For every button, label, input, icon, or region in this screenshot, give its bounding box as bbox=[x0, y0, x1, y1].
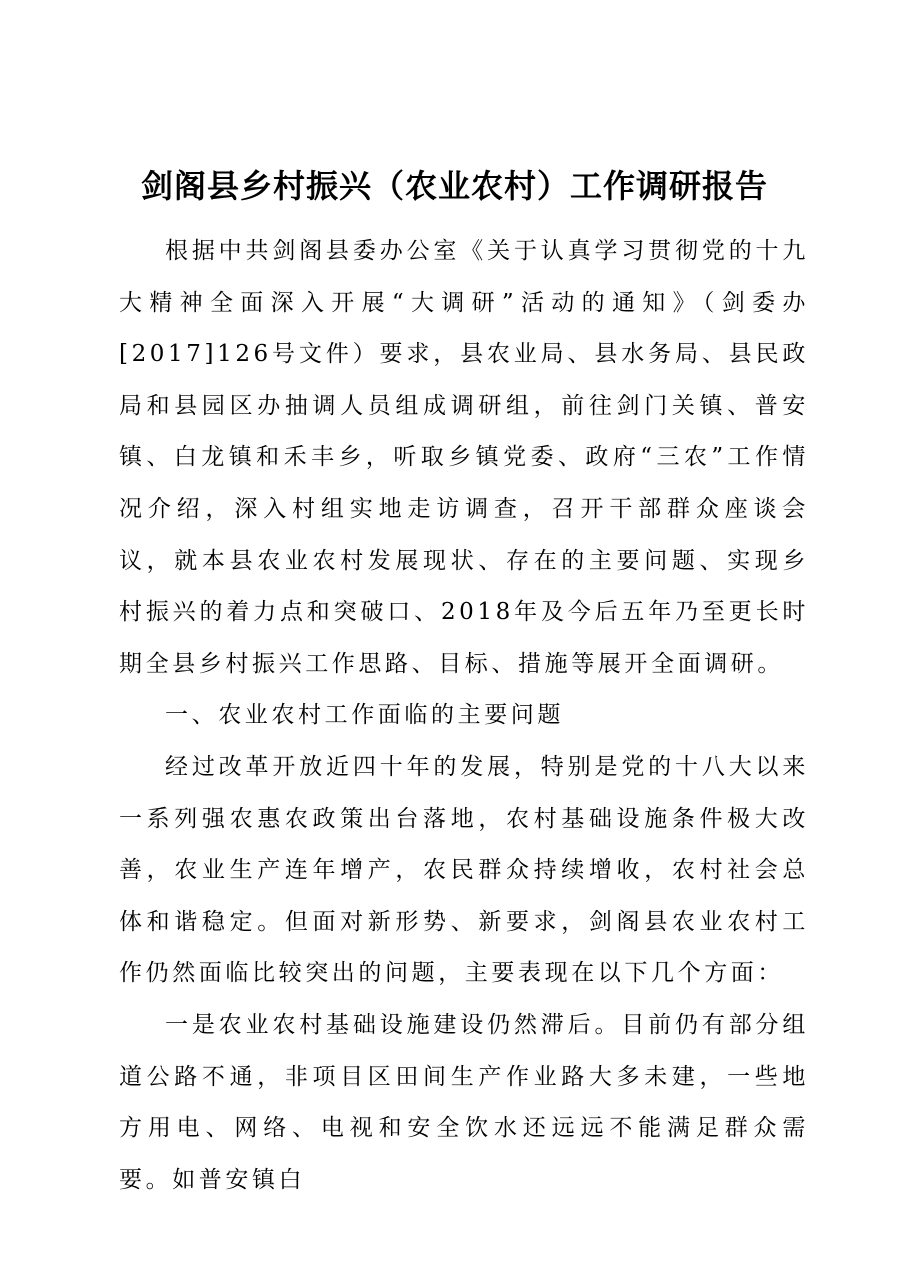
document-body bbox=[119, 226, 809, 1206]
paragraph-infrastructure: 一是农业农村基础设施建设仍然滞后。目前仍有部分组道公路不通，非项目区田间生产作业路大多未建，一些地方用电、网络、电视和安全饮水还远远不能满足群众需要。如普安镇白 bbox=[119, 1011, 809, 1193]
paragraph-overview: 经过改革开放近四十年的发展，特别是党的十八大以来一系列强农惠农政策出台落地，农村基础设施条件极大改善，农业生产连年增产，农民群众持续增收，农村社会总体和谐稳定。但面对新形势、新要求，剑阁县农业农村工作仍然面临比较突出的问题，主要表现在以下几个方面： bbox=[119, 753, 809, 987]
section-heading-1: 一、农业农村工作面临的主要问题 bbox=[165, 702, 564, 729]
paragraph-intro: 根据中共剑阁县委办公室《关于认真学习贯彻党的十九大精神全面深入开展“大调研”活动的通知》（剑委办[2017]126号文件）要求，县农业局、县水务局、县民政局和县园区办抽调人员组成调研组，前往剑门关镇、普安镇、白龙镇和禾丰乡，听取乡镇党委、政府“三农”工作情况介绍，深入村组实地走访调查，召开干部群众座谈会议，就本县农业农村发展现状、存在的主要问题、实现乡村振兴的着力点和突破口、2018年及今后五年乃至更长时期全县乡村振兴工作思路、目标、措施等展开全面调研。 bbox=[119, 238, 809, 677]
document-title: 剑阁县乡村振兴（农业农村）工作调研报告 bbox=[140, 167, 768, 205]
